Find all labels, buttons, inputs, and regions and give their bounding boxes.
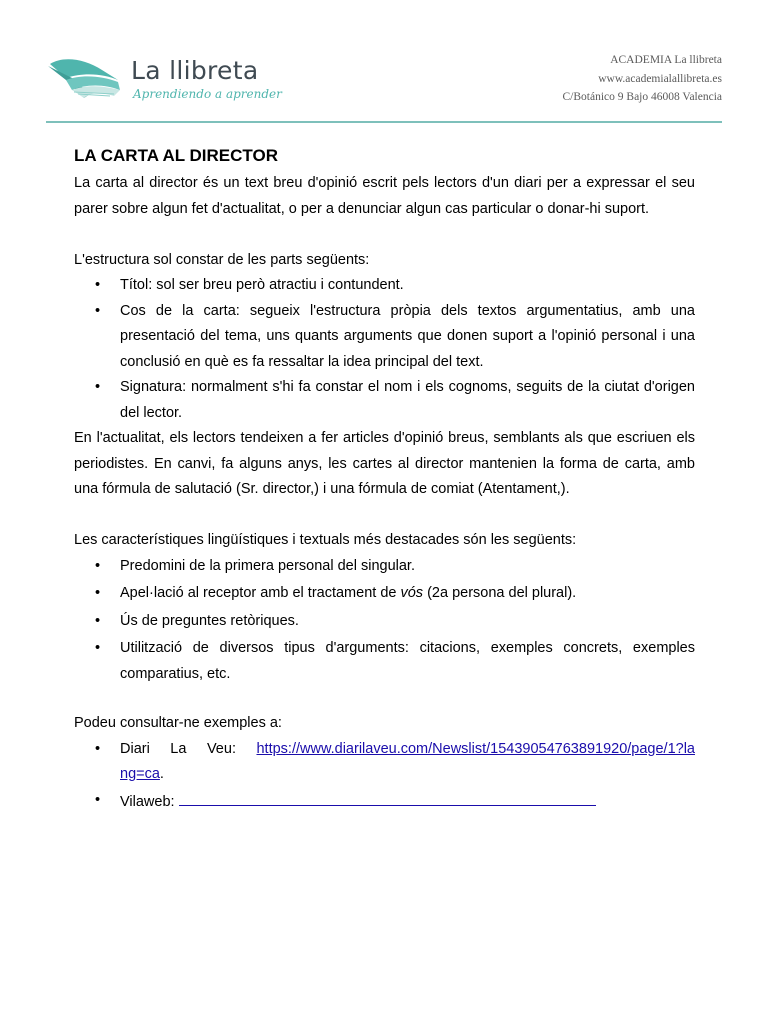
book-logo-icon (44, 50, 124, 102)
list-item (74, 636, 695, 687)
spacer (74, 222, 695, 248)
contact-web: www.academialallibreta.es (598, 72, 722, 85)
brand-tagline: Aprendiendo a aprender (133, 87, 282, 101)
intro-paragraph: La carta al director és un text breu d'opinió escrit pels lectors d'un diari per a expressar el seu parer sobre algun fet d'actualitat, o per a denunciar algun cas particular o donar-hi suport. (74, 175, 695, 217)
contact-block (563, 51, 722, 107)
spacer (74, 503, 695, 529)
list-item-text: Utilització de diversos tipus d'arguments: citacions, exemples concrets, exemples comparatius, etc. (120, 640, 695, 682)
page-header (0, 0, 768, 124)
bullet-icon: • (95, 277, 101, 293)
bullet-icon: • (95, 612, 101, 629)
header-divider (46, 121, 722, 123)
list-item (74, 554, 695, 580)
list-item-text: Apel·lació al receptor amb el tractament de (120, 585, 401, 601)
list-item-text: Signatura: normalment s'hi fa constar el nom i els cognoms, seguits de la ciutat d'origen del lector. (120, 379, 695, 421)
document-title: LA CARTA AL DIRECTOR (74, 146, 278, 165)
example-label: Vilaweb: (120, 793, 179, 810)
examples-list (74, 737, 695, 816)
contact-address: C/Botánico 9 Bajo 46008 Valencia (562, 91, 722, 103)
list-item-text: Predomini de la primera personal del singular. (120, 557, 415, 574)
bullet-icon: • (95, 379, 101, 395)
bullet-icon: • (95, 791, 101, 808)
list-item (74, 788, 695, 816)
examples-lead: Podeu consultar-ne exemples a: (74, 715, 282, 731)
structure-list (74, 273, 695, 426)
diari-la-veu-link[interactable]: https://www.diarilaveu.com/Newslist/15439054763891920/page/1?lang=ca (120, 740, 695, 782)
actuality-paragraph: En l'actualitat, els lectors tendeixen a fer articles d'opinió breus, semblants als que escriuen els periodistes. En canvi, fa alguns anys, les cartes al director mantenien la forma de carta, amb una fórmula de salutació (Sr. director,) i una fórmula de comiat (Atentament,). (74, 430, 695, 497)
example-label: Diari La Veu: (120, 740, 257, 757)
list-item (74, 609, 695, 635)
list-item (74, 375, 695, 426)
bullet-icon: • (95, 740, 101, 757)
features-list (74, 554, 695, 688)
bullet-icon: • (95, 302, 101, 319)
example-tail: . (159, 766, 164, 782)
contact-name: ACADEMIA La llibreta (610, 54, 722, 66)
bullet-icon: • (95, 640, 101, 656)
list-item-text: Títol: sol ser breu però atractiu i contundent. (120, 277, 404, 293)
list-item (74, 737, 695, 788)
vilaweb-link-blank[interactable] (179, 788, 596, 806)
list-item (74, 299, 695, 376)
features-lead: Les característiques lingüístiques i textuals més destacades són les següents: (74, 532, 577, 548)
list-item-text: Ús de preguntes retòriques. (120, 612, 299, 629)
list-item (74, 273, 695, 299)
list-item-text: (2a persona del plural). (423, 585, 577, 601)
list-item-text: Cos de la carta: segueix l'estructura pròpia dels textos argumentatius, amb una presentació del tema, uns quants arguments que donen suport a l'opinió personal i una conclusió en què es fa ressaltar la idea principal del text. (120, 302, 695, 370)
brand-name: La llibreta (131, 56, 259, 85)
list-item (74, 581, 695, 607)
structure-lead: L'estructura sol constar de les parts següents: (74, 251, 370, 268)
bullet-icon: • (95, 557, 101, 574)
spacer (74, 689, 695, 711)
bullet-icon: • (95, 585, 101, 601)
document-body (74, 145, 695, 815)
list-item-emphasis: vós (400, 585, 424, 601)
